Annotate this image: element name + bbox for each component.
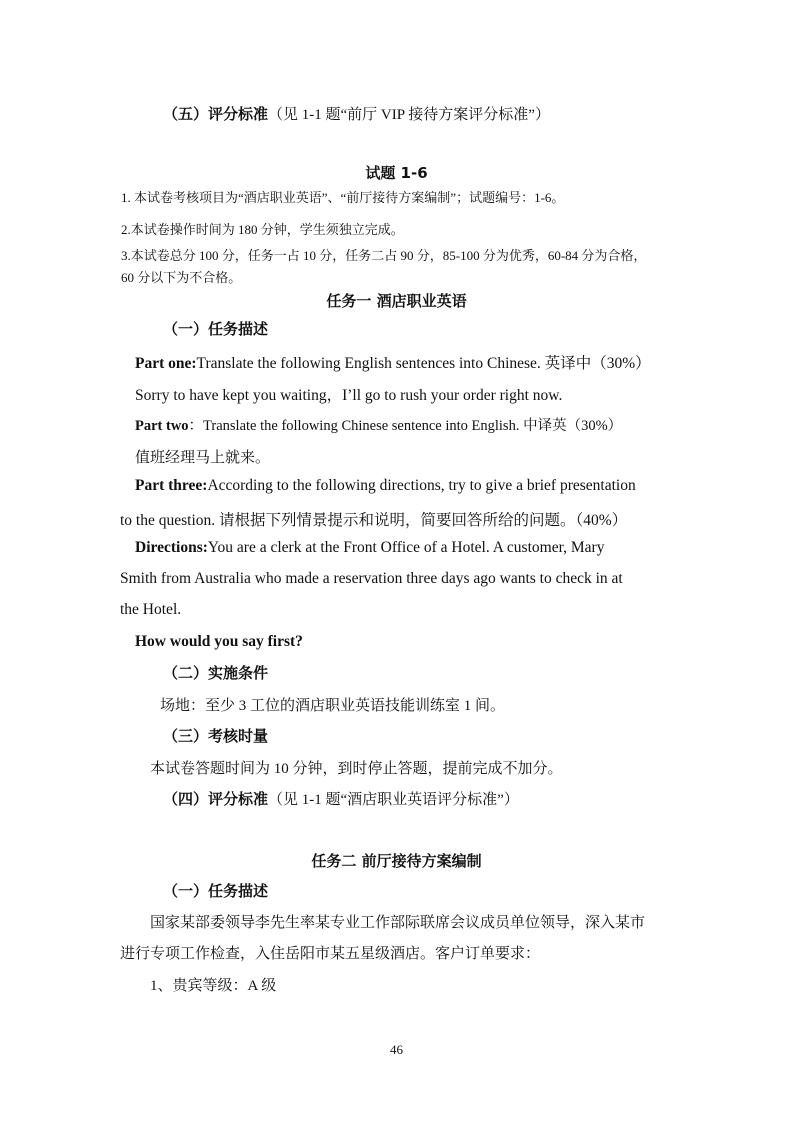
part2-label: Part two [135, 418, 189, 434]
task2-item1: 1、贵宾等级：A 级 [150, 978, 277, 994]
criteria-5-label: （五）评分标准 [163, 105, 269, 123]
part1-cn: 英译中（30%） [540, 355, 651, 372]
part3-text: According to the following directions, try to give a brief presentation [207, 477, 636, 494]
directions-text: You are a clerk at the Front Office of a Hotel. A customer, Mary [207, 539, 605, 556]
task2-para-line1: 国家某部委领导李先生率某专业工作部际联席会议成员单位领导，深入某市 [150, 915, 646, 931]
part2-text: ：Translate the following Chinese sentence into English. [188, 418, 520, 434]
criteria-5-line [163, 103, 550, 124]
part3-line2 [120, 508, 627, 530]
note-2: 2.本试卷操作时间为 180 分钟，学生须独立完成。 [121, 222, 404, 237]
exam-title: 试题 1-6 [365, 164, 428, 182]
part3-line2-text: to the question. [120, 512, 216, 529]
part2-cn: 中译英（30%） [519, 418, 623, 434]
task1-title: 任务一 酒店职业英语 [326, 292, 467, 310]
part2-line [135, 414, 622, 435]
time-text: 本试卷答题时间为 10 分钟，到时停止答题，提前完成不加分。 [150, 761, 563, 777]
part3-label: Part three: [135, 477, 208, 494]
part1-line [135, 351, 651, 373]
time-label: （三）考核时量 [163, 727, 269, 745]
directions-line3: the Hotel. [120, 601, 182, 618]
part3-line [135, 477, 636, 495]
page-number: 46 [390, 1042, 403, 1057]
part1-text: Translate the following English sentences into Chinese. [196, 355, 541, 372]
part3-cn: 请根据下列情景提示和说明，简要回答所给的问题。（40%） [215, 512, 628, 529]
task1-desc-label: （一）任务描述 [163, 320, 269, 338]
note-1: 1. 本试卷考核项目为“酒店职业英语”、“前厅接待方案编制”；试题编号：1-6。 [121, 190, 565, 205]
directions-line2: Smith from Australia who made a reservation three days ago wants to check in at [120, 570, 623, 587]
criteria-4-text: （见 1-1 题“酒店职业英语评分标准”） [268, 792, 519, 808]
part2-sentence: 值班经理马上就来。 [135, 450, 271, 466]
question: How would you say first? [135, 633, 303, 650]
note-3: 3.本试卷总分 100 分，任务一占 10 分，任务二占 90 分，85-100 分为优秀，60-84 分为合格， [121, 248, 647, 263]
criteria-4-line [163, 788, 519, 809]
task2-desc-label: （一）任务描述 [163, 882, 269, 900]
criteria-4-label: （四）评分标准 [163, 790, 269, 808]
cond-label: （二）实施条件 [163, 664, 269, 682]
directions-label: Directions: [135, 539, 208, 556]
note-3-cont: 60 分以下为不合格。 [121, 270, 242, 285]
task2-para-line2: 进行专项工作检查，入住岳阳市某五星级酒店。客户订单要求： [120, 946, 541, 962]
part1-label: Part one: [135, 355, 197, 372]
task2-title: 任务二 前厅接待方案编制 [311, 852, 482, 870]
criteria-5-text: （见 1-1 题“前厅 VIP 接待方案评分标准”） [268, 107, 550, 123]
cond-text: 场地：至少 3 工位的酒店职业英语技能训练室 1 间。 [160, 698, 506, 714]
directions-line [135, 539, 604, 557]
part1-sentence: Sorry to have kept you waiting，I’ll go to rush your order right now. [135, 387, 563, 404]
